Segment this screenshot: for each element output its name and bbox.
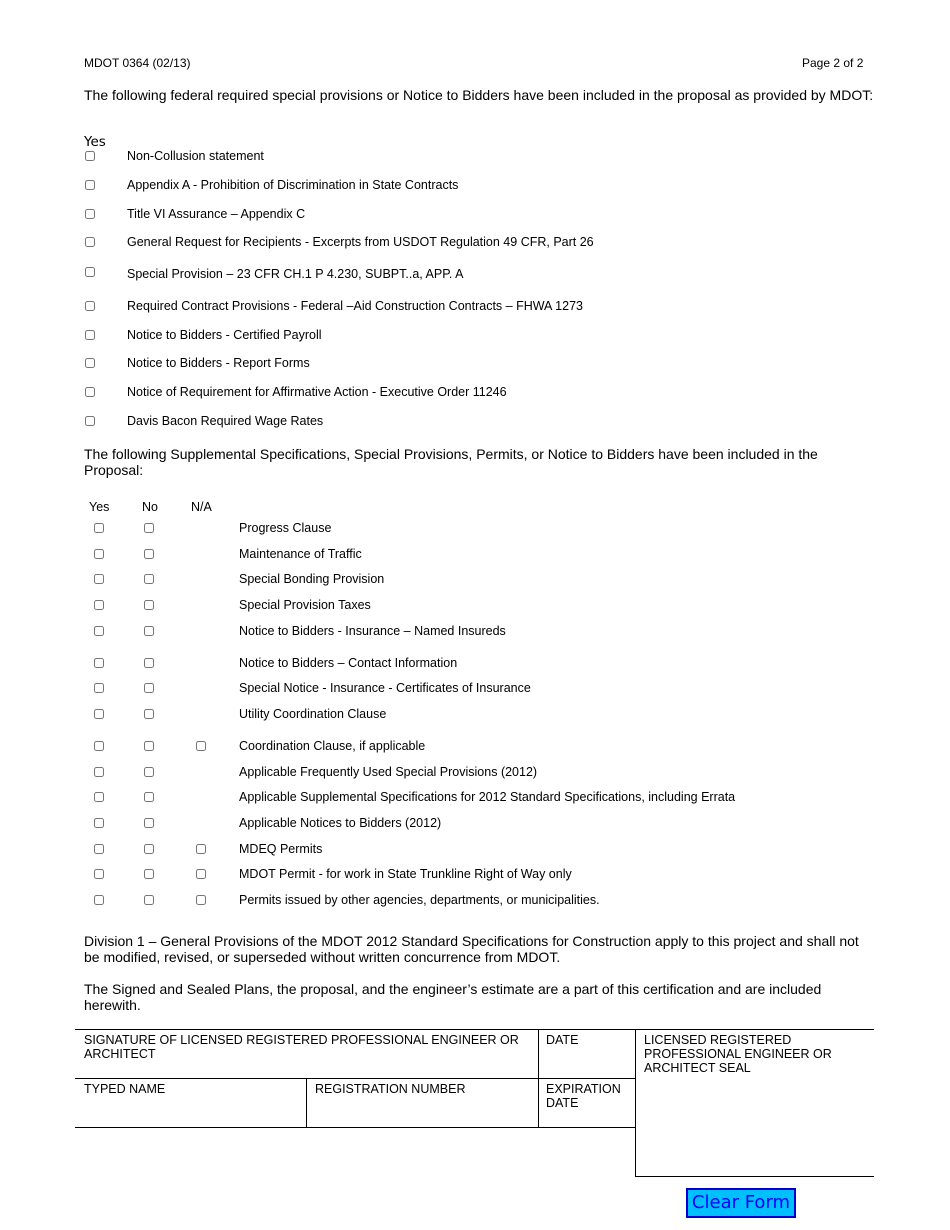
supplemental-item-label: Maintenance of Traffic xyxy=(239,547,362,561)
seal-bottom-line xyxy=(635,1176,874,1177)
no-checkbox[interactable] xyxy=(144,818,154,828)
no-checkbox[interactable] xyxy=(144,658,154,668)
supplemental-item-label: Coordination Clause, if applicable xyxy=(239,739,426,753)
yes-checkbox[interactable] xyxy=(94,626,104,636)
supplemental-item-label: Progress Clause xyxy=(239,521,332,535)
federal-yes-checkbox[interactable] xyxy=(85,358,95,368)
supplemental-item-label: Notice to Bidders - Insurance – Named Insureds xyxy=(239,624,506,638)
yes-checkbox[interactable] xyxy=(94,600,104,610)
no-checkbox[interactable] xyxy=(144,792,154,802)
intro-federal: The following federal required special provisions or Notice to Bidders have been included in the proposal as provided by MDOT: xyxy=(84,87,874,103)
na-checkbox[interactable] xyxy=(196,844,206,854)
supplemental-item-label: Special Notice - Insurance - Certificates of Insurance xyxy=(239,681,531,695)
federal-item-label: Appendix A - Prohibition of Discrimination in State Contracts xyxy=(127,178,459,192)
federal-yes-checkbox[interactable] xyxy=(85,209,95,219)
supplemental-item-label: Special Bonding Provision xyxy=(239,572,385,586)
table-mid-line xyxy=(75,1078,636,1079)
yes-checkbox[interactable] xyxy=(94,895,104,905)
yes-checkbox[interactable] xyxy=(94,844,104,854)
supplemental-item-label: MDEQ Permits xyxy=(239,842,323,856)
federal-yes-checkbox[interactable] xyxy=(85,301,95,311)
col-yes-header: Yes xyxy=(89,500,110,514)
seal-area: LICENSED REGISTERED PROFESSIONAL ENGINEER OR ARCHITECT SEAL xyxy=(644,1033,832,1075)
no-checkbox[interactable] xyxy=(144,574,154,584)
signed-plans-paragraph: The Signed and Sealed Plans, the proposal, and the engineer’s estimate are a part of this certification and are included herewith. xyxy=(84,981,822,1013)
seal-divider xyxy=(635,1029,636,1177)
col-no-header: No xyxy=(142,500,158,514)
federal-yes-header: Yes xyxy=(84,134,106,150)
registration-number-field[interactable]: REGISTRATION NUMBER xyxy=(315,1082,466,1096)
federal-yes-checkbox[interactable] xyxy=(85,180,95,190)
no-checkbox[interactable] xyxy=(144,709,154,719)
signature-field[interactable]: SIGNATURE OF LICENSED REGISTERED PROFESSIONAL ENGINEER OR ARCHITECT xyxy=(84,1033,519,1061)
supplemental-item-label: Permits issued by other agencies, departments, or municipalities. xyxy=(239,893,600,907)
yes-checkbox[interactable] xyxy=(94,549,104,559)
clear-form-button[interactable]: Clear Form xyxy=(686,1188,796,1218)
division-paragraph: Division 1 – General Provisions of the MDOT 2012 Standard Specifications for Construction apply to this project and shall not be modified, revised, or superseded without written concurrence from MDOT. xyxy=(84,933,859,965)
no-checkbox[interactable] xyxy=(144,895,154,905)
supplemental-item-label: Applicable Notices to Bidders (2012) xyxy=(239,816,442,830)
federal-yes-checkbox[interactable] xyxy=(85,330,95,340)
yes-checkbox[interactable] xyxy=(94,683,104,693)
federal-yes-checkbox[interactable] xyxy=(85,387,95,397)
col-na-header: N/A xyxy=(191,500,212,514)
form-id: MDOT 0364 (02/13) xyxy=(84,56,191,70)
yes-checkbox[interactable] xyxy=(94,792,104,802)
na-checkbox[interactable] xyxy=(196,895,206,905)
yes-checkbox[interactable] xyxy=(94,574,104,584)
supplemental-item-label: Applicable Supplemental Specifications for 2012 Standard Specifications, including Errata xyxy=(239,790,736,804)
no-checkbox[interactable] xyxy=(144,600,154,610)
supplemental-item-label: Notice to Bidders – Contact Information xyxy=(239,656,458,670)
no-checkbox[interactable] xyxy=(144,683,154,693)
federal-item-label: Notice to Bidders - Report Forms xyxy=(127,356,310,370)
yes-checkbox[interactable] xyxy=(94,709,104,719)
supplemental-item-label: Utility Coordination Clause xyxy=(239,707,387,721)
federal-item-label: Title VI Assurance – Appendix C xyxy=(127,207,306,221)
federal-item-label: Notice of Requirement for Affirmative Action - Executive Order 11246 xyxy=(127,385,507,399)
no-checkbox[interactable] xyxy=(144,869,154,879)
na-checkbox[interactable] xyxy=(196,741,206,751)
table-top-line xyxy=(75,1029,874,1030)
federal-yes-checkbox[interactable] xyxy=(85,267,95,277)
federal-yes-checkbox[interactable] xyxy=(85,151,95,161)
date-divider xyxy=(538,1029,539,1127)
expiration-date-field[interactable]: EXPIRATION DATE xyxy=(546,1082,621,1110)
page-number: Page 2 of 2 xyxy=(802,56,864,70)
table-bottom-line xyxy=(75,1127,636,1128)
supplemental-item-label: MDOT Permit - for work in State Trunkline Right of Way only xyxy=(239,867,572,881)
no-checkbox[interactable] xyxy=(144,626,154,636)
federal-yes-checkbox[interactable] xyxy=(85,237,95,247)
yes-checkbox[interactable] xyxy=(94,658,104,668)
federal-yes-checkbox[interactable] xyxy=(85,416,95,426)
no-checkbox[interactable] xyxy=(144,741,154,751)
intro-supplemental: The following Supplemental Specifications, Special Provisions, Permits, or Notice to Bidders have been included in the Proposal: xyxy=(84,446,818,478)
yes-checkbox[interactable] xyxy=(94,869,104,879)
federal-item-label: Davis Bacon Required Wage Rates xyxy=(127,414,324,428)
yes-checkbox[interactable] xyxy=(94,818,104,828)
name-divider xyxy=(306,1078,307,1127)
supplemental-item-label: Special Provision Taxes xyxy=(239,598,371,612)
yes-checkbox[interactable] xyxy=(94,767,104,777)
date-field[interactable]: DATE xyxy=(546,1033,579,1047)
no-checkbox[interactable] xyxy=(144,549,154,559)
federal-item-label: Required Contract Provisions - Federal –Aid Construction Contracts – FHWA 1273 xyxy=(127,299,583,313)
yes-checkbox[interactable] xyxy=(94,741,104,751)
no-checkbox[interactable] xyxy=(144,844,154,854)
federal-item-label: Special Provision – 23 CFR CH.1 P 4.230, SUBPT..a, APP. A xyxy=(127,267,464,281)
federal-item-label: Non-Collusion statement xyxy=(127,149,264,163)
no-checkbox[interactable] xyxy=(144,523,154,533)
yes-checkbox[interactable] xyxy=(94,523,104,533)
typed-name-field[interactable]: TYPED NAME xyxy=(84,1082,166,1096)
supplemental-item-label: Applicable Frequently Used Special Provisions (2012) xyxy=(239,765,538,779)
na-checkbox[interactable] xyxy=(196,869,206,879)
federal-item-label: General Request for Recipients - Excerpts from USDOT Regulation 49 CFR, Part 26 xyxy=(127,235,594,249)
federal-item-label: Notice to Bidders - Certified Payroll xyxy=(127,328,322,342)
no-checkbox[interactable] xyxy=(144,767,154,777)
